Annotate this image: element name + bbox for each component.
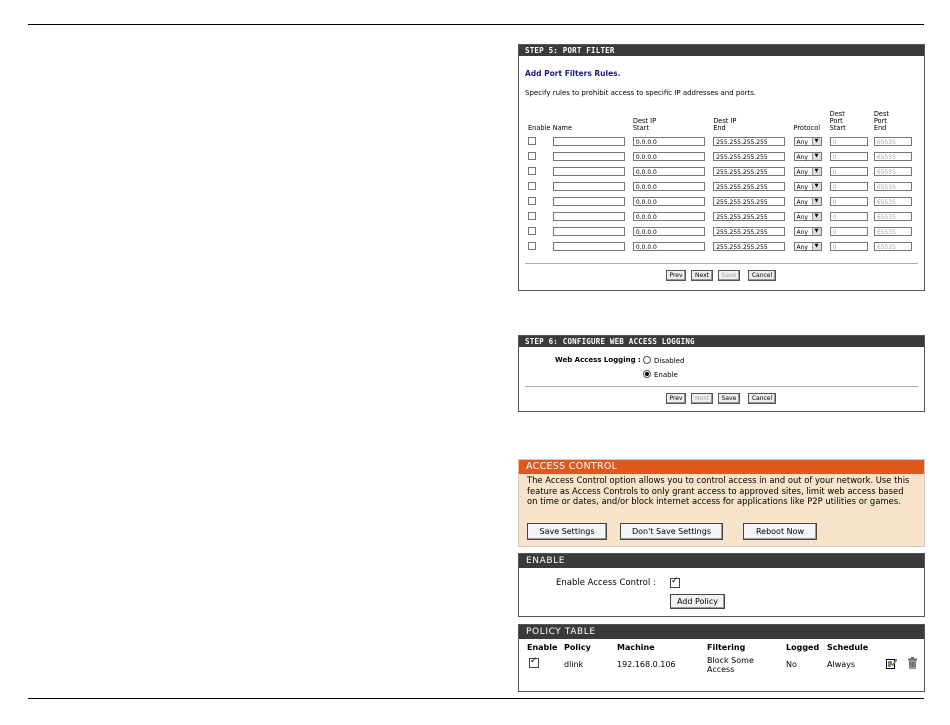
dest-port-start-input[interactable]: 0	[830, 167, 868, 176]
table-row	[527, 224, 917, 239]
chevron-down-icon: ▼	[812, 228, 821, 235]
chevron-down-icon: ▼	[812, 243, 821, 250]
pt-col-policy: Policy	[564, 643, 591, 652]
protocol-select[interactable]: Any ▼	[794, 152, 822, 161]
protocol-select[interactable]: Any ▼	[794, 197, 822, 206]
dest-ip-start-input[interactable]: 0.0.0.0	[633, 227, 705, 236]
rule-enable-checkbox[interactable]	[528, 137, 536, 145]
table-row	[527, 134, 917, 149]
step6-cancel-button[interactable]: Cancel	[748, 393, 776, 404]
port-filter-table	[527, 111, 917, 254]
pt-col-machine: Machine	[617, 643, 655, 652]
protocol-select[interactable]: Any ▼	[794, 242, 822, 251]
reboot-now-button[interactable]: Reboot Now	[743, 523, 817, 540]
access-control-panel	[518, 459, 925, 547]
bottom-rule	[28, 698, 924, 699]
dest-ip-end-input[interactable]: 255.255.255.255	[713, 152, 785, 161]
access-control-description: The Access Control option allows you to control access in and out of your network. Use this feature as Access Controls to only grant access to approved sites, limit web access based on time or dates, and/or block internet access for applications like P2P utilities or games.	[519, 474, 924, 507]
rule-name-input[interactable]	[553, 242, 625, 251]
dest-ip-end-input[interactable]: 255.255.255.255	[713, 197, 785, 206]
enable-panel	[518, 553, 925, 617]
step5-next-button[interactable]: Next	[691, 270, 713, 281]
step5-save-button[interactable]: Save	[718, 270, 740, 281]
dest-port-start-input[interactable]: 0	[830, 137, 868, 146]
col-name: Name	[552, 124, 573, 132]
step5-subtitle: Add Port Filters Rules.	[525, 69, 621, 78]
web-access-logging-label: Web Access Logging :	[555, 356, 641, 364]
chevron-down-icon: ▼	[812, 168, 821, 175]
save-settings-button[interactable]: Save Settings	[527, 523, 607, 540]
rule-name-input[interactable]	[553, 227, 625, 236]
top-rule	[28, 24, 924, 25]
protocol-select[interactable]: Any ▼	[794, 227, 822, 236]
chevron-down-icon: ▼	[812, 198, 821, 205]
edit-icon[interactable]	[886, 658, 897, 669]
logging-option-enable[interactable]: Enable	[643, 370, 678, 379]
radio-enable[interactable]	[643, 370, 651, 378]
chevron-down-icon: ▼	[812, 138, 821, 145]
access-control-title: ACCESS CONTROL	[519, 460, 924, 474]
dest-ip-end-input[interactable]: 255.255.255.255	[713, 182, 785, 191]
dest-port-start-input[interactable]: 0	[830, 212, 868, 221]
dest-port-end-input[interactable]: 65535	[874, 137, 912, 146]
rule-name-input[interactable]	[553, 152, 625, 161]
step6-logging-panel	[518, 335, 925, 412]
pt-col-filtering: Filtering	[707, 643, 746, 652]
table-row	[527, 239, 917, 254]
step5-separator	[525, 263, 918, 264]
policy-machine: 192.168.0.106	[617, 659, 676, 669]
dest-ip-end-input[interactable]: 255.255.255.255	[713, 242, 785, 251]
dest-port-end-input[interactable]: 65535	[874, 182, 912, 191]
step6-next-button[interactable]: Next	[691, 393, 713, 404]
protocol-select[interactable]: Any ▼	[794, 182, 822, 191]
add-policy-button[interactable]: Add Policy	[670, 594, 725, 609]
table-row	[527, 149, 917, 164]
col-enable: Enable	[528, 124, 551, 132]
step6-prev-button[interactable]: Prev	[666, 393, 686, 404]
dest-port-end-input[interactable]: 65535	[874, 227, 912, 236]
step5-description: Specify rules to prohibit access to specific IP addresses and ports.	[525, 89, 757, 97]
step5-title: STEP 5: PORT FILTER	[519, 45, 924, 56]
step6-title: STEP 6: CONFIGURE WEB ACCESS LOGGING	[519, 336, 924, 347]
step5-cancel-button[interactable]: Cancel	[748, 270, 776, 281]
rule-name-input[interactable]	[553, 182, 625, 191]
rule-enable-checkbox[interactable]	[528, 227, 536, 235]
protocol-select[interactable]: Any ▼	[794, 212, 822, 221]
enable-access-control-checkbox[interactable]	[670, 578, 680, 588]
dest-port-start-input[interactable]: 0	[830, 152, 868, 161]
dont-save-settings-button[interactable]: Don't Save Settings	[620, 523, 723, 540]
step6-save-button[interactable]: Save	[718, 393, 740, 404]
policy-filtering: Block Some Access	[707, 656, 754, 674]
rule-name-input[interactable]	[553, 212, 625, 221]
policy-logged: No	[786, 659, 797, 669]
rule-enable-checkbox[interactable]	[528, 242, 536, 250]
enable-title: ENABLE	[519, 554, 924, 568]
chevron-down-icon: ▼	[812, 213, 821, 220]
step5-port-filter-panel	[518, 44, 925, 291]
chevron-down-icon: ▼	[812, 183, 821, 190]
dest-port-start-input[interactable]: 0	[830, 182, 868, 191]
dest-ip-start-input[interactable]: 0.0.0.0	[633, 212, 705, 221]
rule-name-input[interactable]	[553, 137, 625, 146]
rule-enable-checkbox[interactable]	[528, 167, 536, 175]
pt-col-enable: Enable	[527, 643, 558, 652]
dest-ip-start-input[interactable]: 0.0.0.0	[633, 167, 705, 176]
table-row	[527, 164, 917, 179]
table-row	[527, 209, 917, 224]
trash-icon[interactable]	[907, 657, 918, 669]
rule-enable-checkbox[interactable]	[528, 197, 536, 205]
dest-ip-start-input[interactable]: 0.0.0.0	[633, 152, 705, 161]
rule-enable-checkbox[interactable]	[528, 212, 536, 220]
dest-ip-end-input[interactable]: 255.255.255.255	[713, 212, 785, 221]
policy-table	[527, 643, 924, 674]
enable-access-control-label: Enable Access Control :	[556, 578, 656, 588]
col-dest-ip-end: Dest IP End	[713, 117, 737, 132]
chevron-down-icon: ▼	[812, 153, 821, 160]
dest-port-end-input[interactable]: 65535	[874, 152, 912, 161]
dest-port-start-input[interactable]: 0	[830, 242, 868, 251]
dest-port-end-input[interactable]: 65535	[874, 242, 912, 251]
dest-ip-start-input[interactable]: 0.0.0.0	[633, 197, 705, 206]
rule-name-input[interactable]	[553, 197, 625, 206]
pt-col-logged: Logged	[786, 643, 820, 652]
policy-table-panel	[518, 624, 925, 692]
dest-ip-end-input[interactable]: 255.255.255.255	[713, 137, 785, 146]
policy-schedule: Always	[827, 659, 856, 669]
table-row	[527, 194, 917, 209]
dest-ip-end-input[interactable]: 255.255.255.255	[713, 167, 785, 176]
step5-prev-button[interactable]: Prev	[666, 270, 686, 281]
dest-port-start-input[interactable]: 0	[830, 197, 868, 206]
radio-disabled[interactable]	[643, 356, 651, 364]
pt-col-schedule: Schedule	[827, 643, 869, 652]
policy-table-title: POLICY TABLE	[519, 625, 924, 639]
rule-name-input[interactable]	[553, 167, 625, 176]
col-dest-ip-start: Dest IP Start	[632, 117, 657, 132]
col-dest-port-start: Dest Port Start	[829, 110, 846, 132]
logging-option-disabled[interactable]: Disabled	[643, 356, 684, 365]
rule-enable-checkbox[interactable]	[528, 152, 536, 160]
dest-ip-start-input[interactable]: 0.0.0.0	[633, 242, 705, 251]
dest-port-start-input[interactable]: 0	[830, 227, 868, 236]
col-dest-port-end: Dest Port End	[873, 110, 889, 132]
table-row	[527, 179, 917, 194]
rule-enable-checkbox[interactable]	[528, 182, 536, 190]
table-row	[527, 654, 924, 674]
dest-ip-end-input[interactable]: 255.255.255.255	[713, 227, 785, 236]
dest-ip-start-input[interactable]: 0.0.0.0	[633, 137, 705, 146]
policy-enable-checkbox[interactable]	[529, 658, 539, 668]
step6-separator	[525, 386, 918, 387]
protocol-select[interactable]: Any ▼	[794, 137, 822, 146]
protocol-select[interactable]: Any ▼	[794, 167, 822, 176]
dest-port-end-input[interactable]: 65535	[874, 197, 912, 206]
dest-ip-start-input[interactable]: 0.0.0.0	[633, 182, 705, 191]
policy-name: dlink	[564, 659, 584, 669]
dest-port-end-input[interactable]: 65535	[874, 212, 912, 221]
col-protocol: Protocol	[793, 124, 821, 132]
dest-port-end-input[interactable]: 65535	[874, 167, 912, 176]
